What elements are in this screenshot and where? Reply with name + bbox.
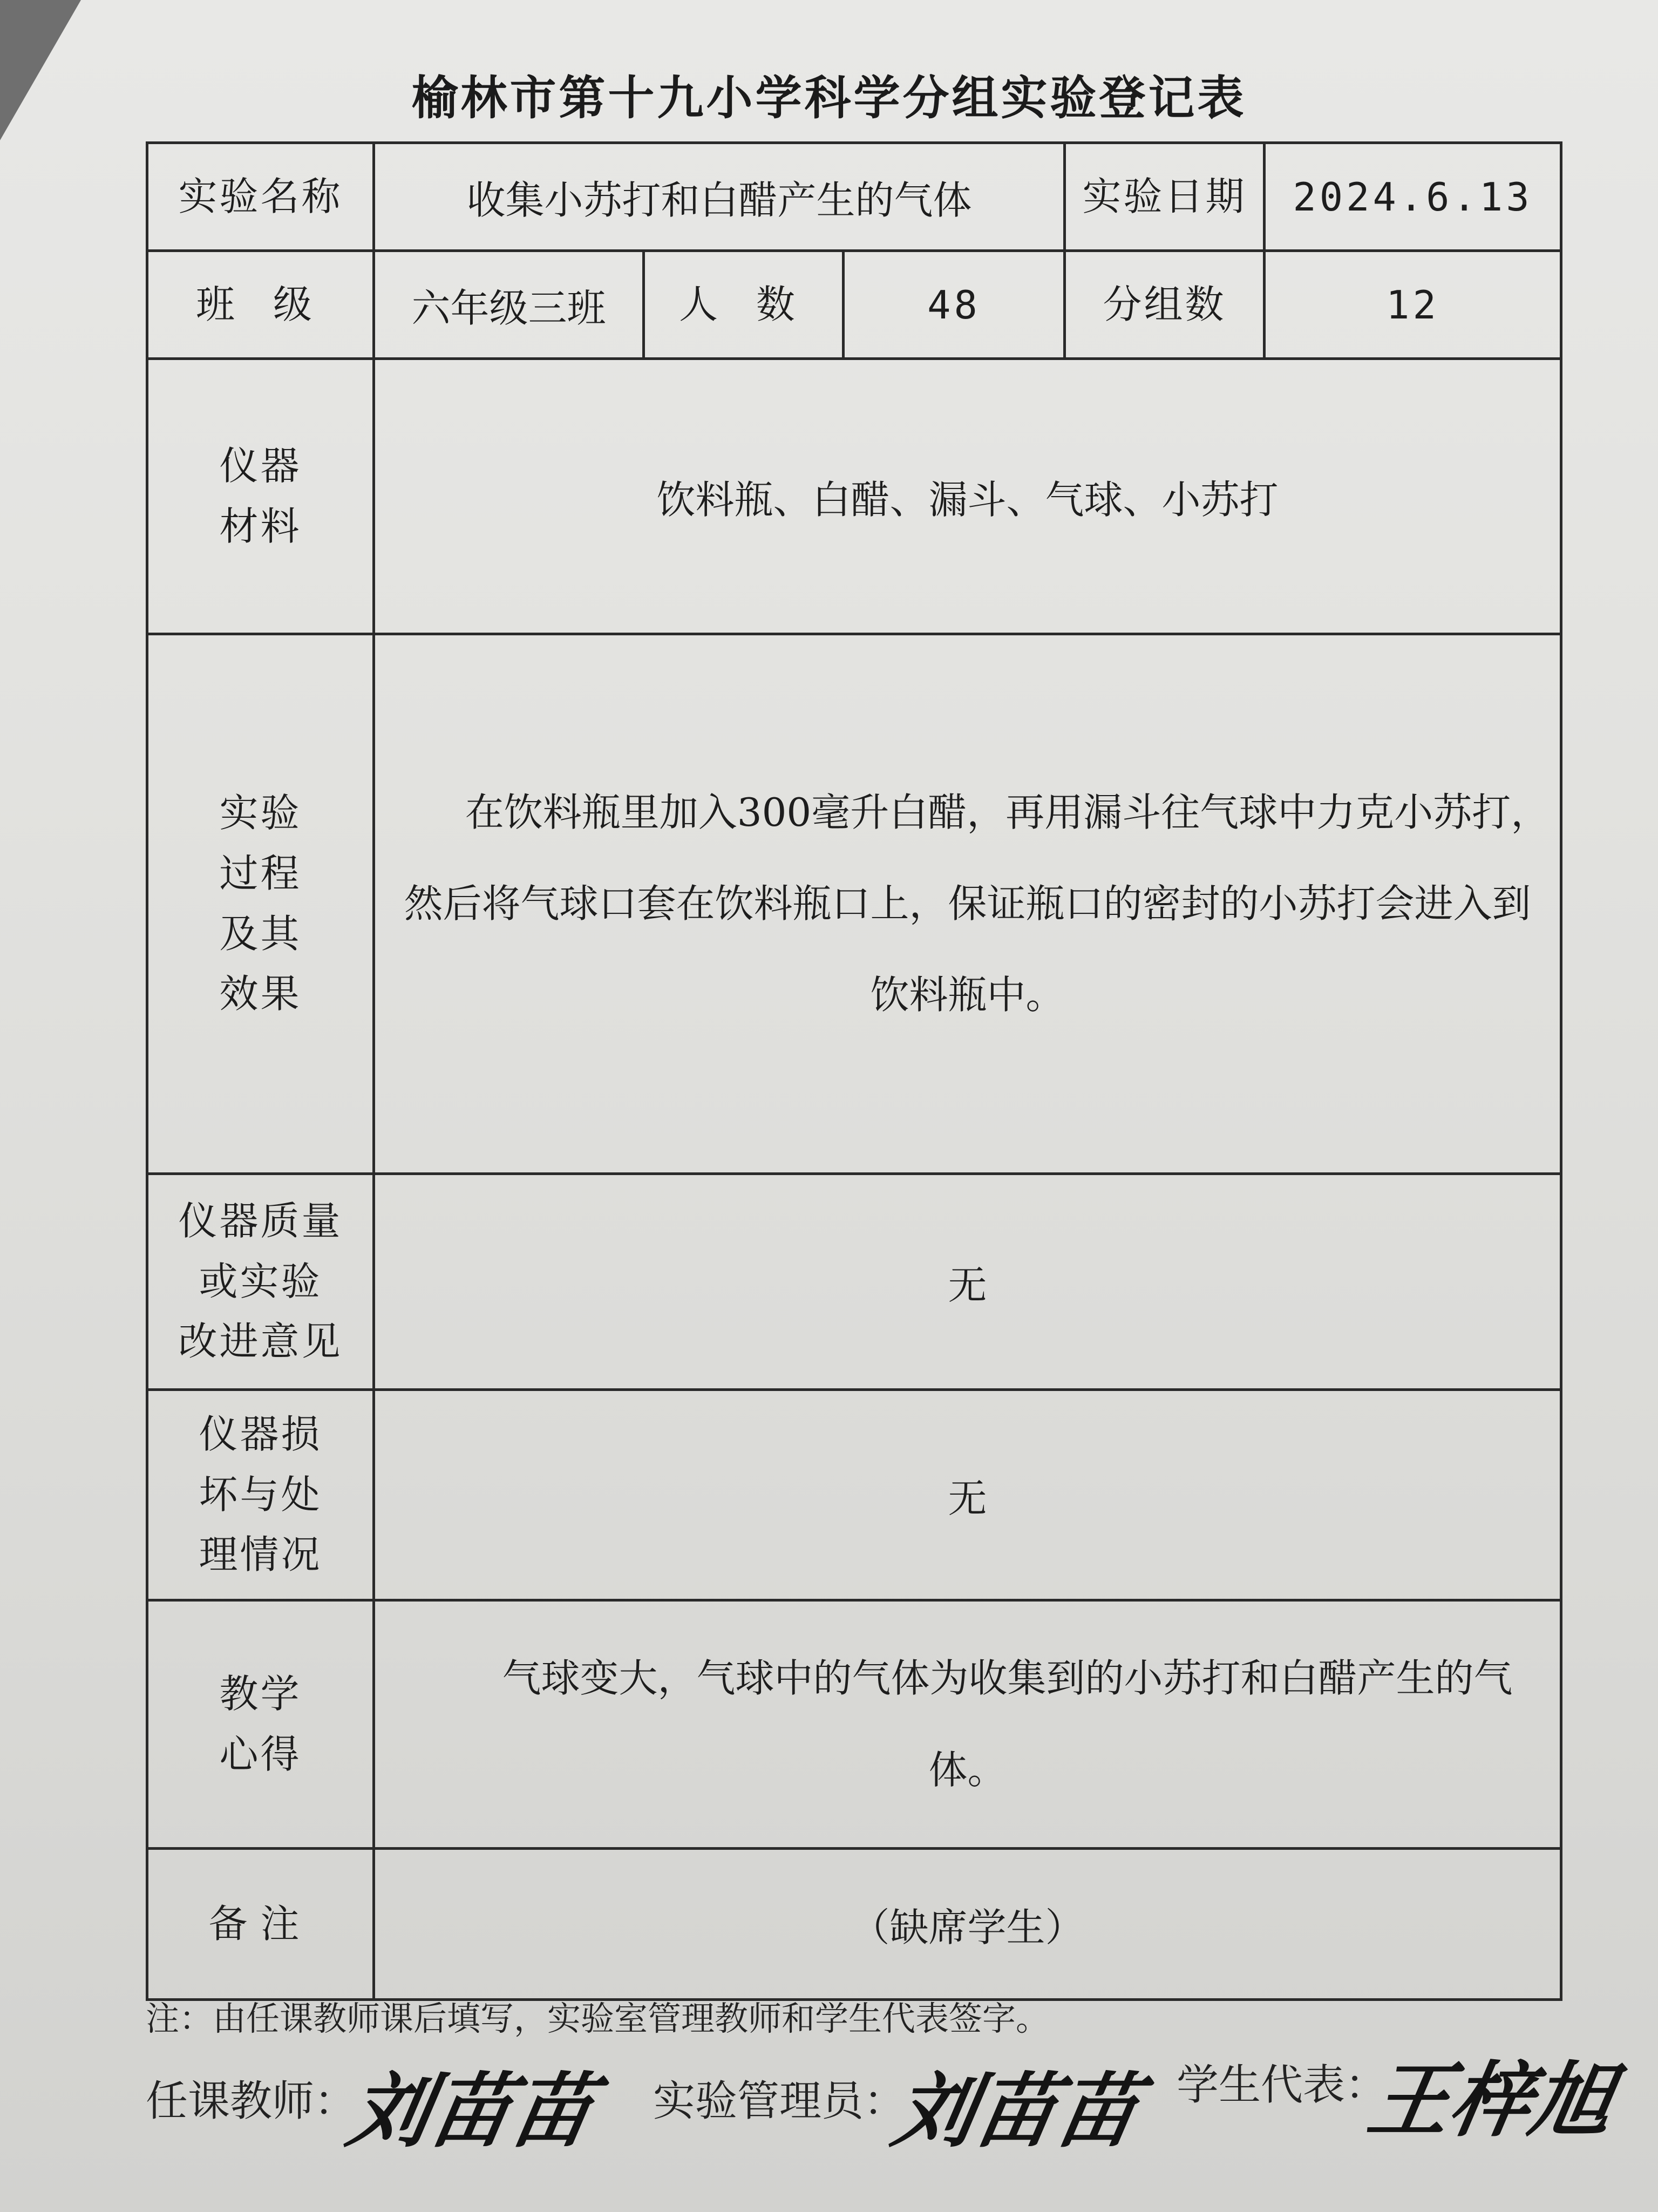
date-label: 实验日期 xyxy=(1065,143,1265,251)
damage-label-line-2: 坏与处 xyxy=(199,1471,322,1517)
process-label-line-3: 及其 xyxy=(219,911,302,956)
process-label xyxy=(147,634,374,1174)
teacher-label: 任课教师： xyxy=(146,2077,357,2125)
count-label: 人 数 xyxy=(644,251,844,359)
reflection-value: 气球变大，气球中的气体为收集到的小苏打和白醋产生的气体。 xyxy=(374,1600,1561,1849)
reflection-label-line-1: 教学 xyxy=(219,1671,302,1716)
admin-signature: 刘苗苗 xyxy=(886,2064,1146,2159)
row-reflection xyxy=(147,1600,1561,1849)
student-signature: 王梓旭 xyxy=(1361,2053,1621,2148)
row-damage xyxy=(147,1390,1561,1600)
quality-label-line-2: 或实验 xyxy=(199,1258,322,1304)
row-experiment-name xyxy=(147,143,1561,251)
process-label-line-2: 过程 xyxy=(219,850,302,896)
groups-label: 分组数 xyxy=(1065,251,1265,359)
materials-label-line-1: 仪器 xyxy=(219,443,302,488)
groups-value: 12 xyxy=(1265,251,1561,359)
row-materials xyxy=(147,359,1561,634)
damage-label-line-1: 仪器损 xyxy=(199,1412,322,1457)
damage-label xyxy=(147,1390,374,1600)
admin-label: 实验管理员： xyxy=(653,2077,906,2125)
process-label-line-1: 实验 xyxy=(219,790,302,836)
remarks-label: 备注 xyxy=(147,1849,374,2000)
remarks-value: （缺席学生） xyxy=(374,1849,1561,2000)
row-class-info xyxy=(147,251,1561,359)
materials-label xyxy=(147,359,374,634)
registration-table xyxy=(146,141,1562,2001)
materials-value: 饮料瓶、白醋、漏斗、气球、小苏打 xyxy=(374,359,1561,634)
row-process xyxy=(147,634,1561,1174)
teacher-signature: 刘苗苗 xyxy=(341,2064,601,2159)
reflection-label xyxy=(147,1600,374,1849)
quality-label-line-3: 改进意见 xyxy=(178,1319,343,1365)
class-label: 班 级 xyxy=(147,251,374,359)
class-value: 六年级三班 xyxy=(374,251,644,359)
reflection-label-line-2: 心得 xyxy=(219,1731,302,1777)
damage-label-line-3: 理情况 xyxy=(199,1532,322,1578)
process-label-line-4: 效果 xyxy=(219,971,302,1017)
count-value: 48 xyxy=(844,251,1065,359)
quality-label-line-1: 仪器质量 xyxy=(178,1198,343,1244)
process-value: 在饮料瓶里加入300毫升白醋，再用漏斗往气球中力克小苏打，然后将气球口套在饮料瓶口上，保证瓶口的密封的小苏打会进入到饮料瓶中。 xyxy=(374,634,1561,1174)
footer-note: 注：由任课教师课后填写，实验室管理教师和学生代表签字。 xyxy=(146,2000,1050,2038)
row-quality xyxy=(147,1174,1561,1390)
quality-label xyxy=(147,1174,374,1390)
quality-value: 无 xyxy=(374,1174,1561,1390)
materials-label-line-2: 材料 xyxy=(219,503,302,549)
experiment-name-value: 收集小苏打和白醋产生的气体 xyxy=(374,143,1065,251)
form-title: 榆林市第十九小学科学分组实验登记表 xyxy=(411,71,1247,125)
date-value: 2024.6.13 xyxy=(1265,143,1561,251)
experiment-name-label: 实验名称 xyxy=(147,143,374,251)
row-remarks xyxy=(147,1849,1561,2000)
damage-value: 无 xyxy=(374,1390,1561,1600)
student-label: 学生代表： xyxy=(1177,2061,1388,2108)
